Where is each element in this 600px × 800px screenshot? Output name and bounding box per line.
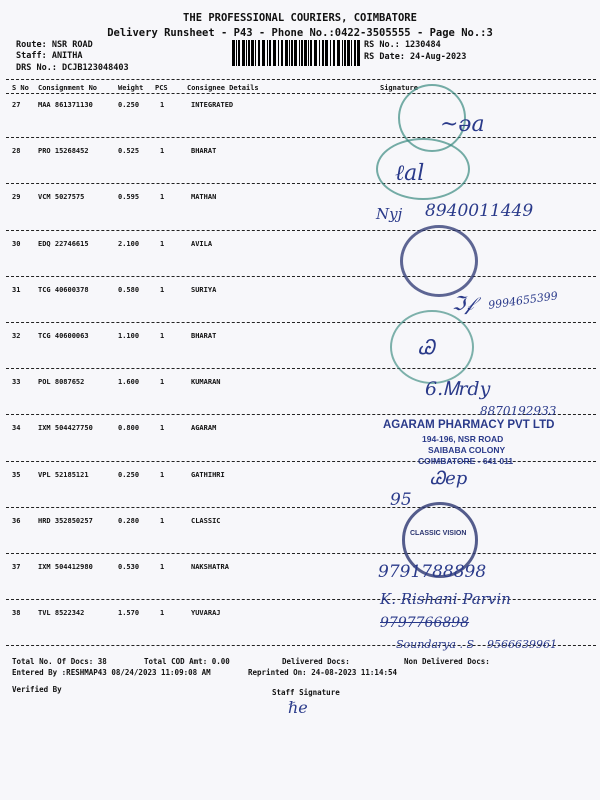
row-pcs: 1 xyxy=(160,101,165,109)
row-consignment: TCG 40600378 xyxy=(38,285,89,294)
company-title: THE PROFESSIONAL COURIERS, COIMBATORE xyxy=(183,12,417,24)
row-consignment: IXM 504427750 xyxy=(38,424,93,433)
row-consignment: VPL 52185121 xyxy=(38,470,89,479)
row-sno: 36 xyxy=(12,516,21,525)
phone-38: 9566639961 xyxy=(487,638,557,651)
row-weight: 0.530 xyxy=(118,563,140,571)
row-consignee: BHARAT xyxy=(191,332,217,340)
row-sno: 27 xyxy=(12,101,21,109)
row-pcs: 1 xyxy=(160,378,165,387)
stamp-classic-text: CLASSIC VISION xyxy=(410,530,467,537)
phone-33: 8870192933 xyxy=(480,404,557,418)
barcode-bar xyxy=(267,40,268,66)
row-consignee: YUVARAJ xyxy=(191,609,221,618)
barcode-bar xyxy=(310,40,312,66)
rs-number: RS No.: 1230484 xyxy=(364,40,441,50)
row-consignee: GATHIHRI xyxy=(191,470,225,479)
row-consignee: MATHAN xyxy=(191,193,217,202)
row-weight: 0.595 xyxy=(118,193,140,202)
barcode xyxy=(232,40,360,66)
row-pcs: 1 xyxy=(160,609,165,618)
row-pcs: 1 xyxy=(160,193,165,202)
total-docs: Total No. Of Docs: 38 xyxy=(12,657,107,666)
barcode-bar xyxy=(308,40,309,66)
signature-32: Ꮚ xyxy=(418,335,435,359)
row-consignee: AGARAM xyxy=(191,424,217,433)
col-weight: Weight xyxy=(118,84,144,92)
row-consignment: HRD 352850257 xyxy=(38,516,93,525)
signature-28: ℓal xyxy=(395,161,425,186)
barcode-bar xyxy=(285,40,288,66)
signature-38b: Soundarya . S xyxy=(396,638,474,651)
pharmacy-stamp-addr3: COIMBATORE - 641 011 xyxy=(418,456,514,466)
row-sno: 34 xyxy=(12,424,21,433)
row-consignee: BHARAT xyxy=(191,147,217,156)
row-consignee: SURIYA xyxy=(191,285,217,294)
staff-signature: ℏe xyxy=(288,698,308,717)
barcode-bar xyxy=(255,40,256,66)
barcode-bar xyxy=(278,40,279,66)
delivered-docs: Delivered Docs: xyxy=(282,657,350,666)
row-consignment: IXM 504412980 xyxy=(38,563,93,571)
barcode-bar xyxy=(347,40,350,66)
row-weight: 0.280 xyxy=(118,516,140,525)
signature-38a: K. Rishani Parvin xyxy=(380,590,511,608)
row-weight: 1.600 xyxy=(118,378,140,387)
barcode-bar xyxy=(246,40,247,66)
barcode-bar xyxy=(281,40,283,66)
barcode-bar xyxy=(351,40,352,66)
stamp-avila xyxy=(400,225,478,297)
rs-date: RS Date: 24-Aug-2023 xyxy=(364,52,467,62)
barcode-bar xyxy=(344,40,346,66)
col-signature: Signature xyxy=(380,84,418,92)
reprinted-on: Reprinted On: 24-08-2023 11:14:54 xyxy=(248,668,398,677)
barcode-bar xyxy=(325,40,328,66)
barcode-bar xyxy=(319,40,320,66)
row-pcs: 1 xyxy=(160,516,165,525)
row-consignment: TVL 8522342 xyxy=(38,609,85,618)
barcode-bar xyxy=(294,40,297,66)
row-divider xyxy=(6,183,596,184)
row-divider xyxy=(6,507,596,508)
row-consignee: AVILA xyxy=(191,239,213,248)
row-sno: 32 xyxy=(12,332,21,340)
staff-signature-label: Staff Signature xyxy=(272,688,340,697)
row-pcs: 1 xyxy=(160,147,165,156)
non-delivered-docs: Non Delivered Docs: xyxy=(404,657,490,666)
barcode-bar xyxy=(354,40,356,66)
barcode-bar xyxy=(322,40,324,66)
route-label: Route: NSR ROAD xyxy=(16,40,93,50)
barcode-bar xyxy=(333,40,335,66)
verified-by: Verified By xyxy=(12,685,62,694)
row-consignee: INTEGRATED xyxy=(191,101,234,109)
drs-number: DRS No.: DCJB123048403 xyxy=(16,63,129,73)
staff-label: Staff: ANITHA xyxy=(16,51,83,61)
phone-31: 9994655399 xyxy=(487,289,559,312)
barcode-bar xyxy=(238,40,240,66)
phone-29: 8940011449 xyxy=(425,201,534,221)
barcode-bar xyxy=(248,40,250,66)
row-pcs: 1 xyxy=(160,285,165,294)
row-consignee: CLASSIC xyxy=(191,516,221,525)
signature-36a: 95 xyxy=(390,490,412,510)
row-pcs: 1 xyxy=(160,424,165,433)
col-sno: S No xyxy=(12,84,29,92)
signature-35: Ꮚep xyxy=(430,468,468,489)
row-consignment: POL 8087652 xyxy=(38,378,85,387)
row-sno: 37 xyxy=(12,563,21,571)
pharmacy-stamp-name: AGARAM PHARMACY PVT LTD xyxy=(383,419,555,431)
pharmacy-stamp-addr1: 194-196, NSR ROAD xyxy=(422,434,504,444)
row-sno: 38 xyxy=(12,609,21,618)
barcode-bar xyxy=(289,40,290,66)
barcode-bar xyxy=(301,40,303,66)
col-consignee: Consignee Details xyxy=(187,84,259,92)
row-pcs: 1 xyxy=(160,332,165,340)
runsheet-subtitle: Delivery Runsheet - P43 - Phone No.:0422-3505555 - Page No.:3 xyxy=(107,27,493,39)
barcode-bar xyxy=(258,40,260,66)
barcode-bar xyxy=(269,40,271,66)
row-divider xyxy=(6,368,596,369)
row-weight: 1.570 xyxy=(118,609,140,618)
row-sno: 29 xyxy=(12,193,21,202)
row-divider xyxy=(6,322,596,323)
row-divider xyxy=(6,276,596,277)
row-consignment: TCG 40600063 xyxy=(38,332,89,340)
row-pcs: 1 xyxy=(160,563,165,571)
barcode-bar xyxy=(299,40,300,66)
row-divider xyxy=(6,553,596,554)
phone-37: 9791788898 xyxy=(378,562,487,582)
barcode-bar xyxy=(337,40,340,66)
col-consignment: Consignment No xyxy=(38,84,98,92)
row-sno: 35 xyxy=(12,470,21,479)
barcode-bar xyxy=(304,40,307,66)
col-pcs: PCS xyxy=(155,84,168,92)
row-weight: 0.250 xyxy=(118,470,140,479)
row-sno: 28 xyxy=(12,147,21,156)
signature-27: ~ǝa xyxy=(440,112,485,137)
signature-33: 6.Ꮇrdy xyxy=(425,378,491,400)
row-pcs: 1 xyxy=(160,239,165,248)
row-weight: 0.525 xyxy=(118,147,140,156)
row-consignment: PRO 15268452 xyxy=(38,147,89,156)
barcode-bar xyxy=(262,40,265,66)
barcode-bar xyxy=(232,40,235,66)
row-weight: 0.250 xyxy=(118,101,140,109)
row-pcs: 1 xyxy=(160,470,165,479)
row-weight: 2.100 xyxy=(118,239,140,248)
row-sno: 33 xyxy=(12,378,21,387)
barcode-bar xyxy=(342,40,343,66)
row-weight: 0.580 xyxy=(118,285,140,294)
entered-by: Entered By :RESHMAP43 08/24/2023 11:09:08 AM xyxy=(12,668,211,677)
barcode-bar xyxy=(291,40,293,66)
row-weight: 0.800 xyxy=(118,424,140,433)
signature-31: ℑ𝒻 xyxy=(452,293,474,315)
row-weight: 1.100 xyxy=(118,332,140,340)
barcode-bar xyxy=(251,40,254,66)
row-sno: 31 xyxy=(12,285,21,294)
header-divider-bottom xyxy=(6,93,596,94)
barcode-bar xyxy=(236,40,237,66)
row-consignment: MAA 861371130 xyxy=(38,101,93,109)
signature-29: Nyj xyxy=(376,205,403,223)
barcode-bar xyxy=(357,40,360,66)
row-consignment: EDQ 22746615 xyxy=(38,239,89,248)
barcode-bar xyxy=(330,40,331,66)
barcode-bar xyxy=(242,40,245,66)
signature-38-strike: 9797766898 xyxy=(380,615,470,631)
pharmacy-stamp-addr2: SAIBABA COLONY xyxy=(428,445,506,455)
row-divider xyxy=(6,137,596,138)
barcode-bar xyxy=(314,40,317,66)
row-consignee: KUMARAN xyxy=(191,378,221,387)
barcode-bar xyxy=(273,40,276,66)
row-consignee: NAKSHATRA xyxy=(191,563,229,571)
row-divider xyxy=(6,230,596,231)
header-divider-top xyxy=(6,79,596,80)
total-cod: Total COD Amt: 0.00 xyxy=(144,657,230,666)
row-consignment: VCM 5027575 xyxy=(38,193,85,202)
row-sno: 30 xyxy=(12,239,21,248)
